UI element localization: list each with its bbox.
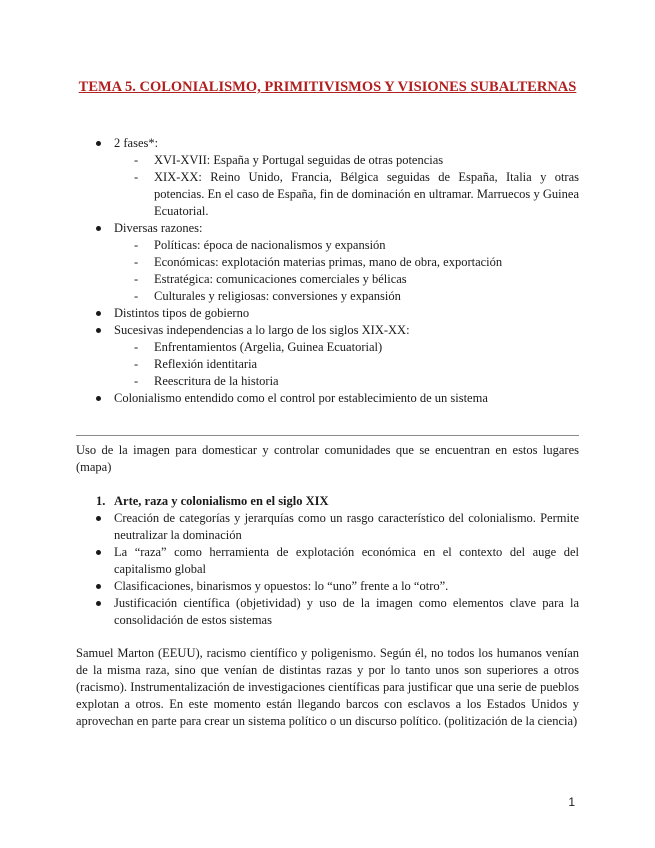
sub-item: [76, 373, 579, 390]
dash-marker: -: [134, 289, 139, 303]
sub-text: XVI-XVII: España y Portugal seguidas de otras potencias: [154, 153, 444, 167]
main-bullet-list: [76, 135, 579, 407]
bullet-dot: [96, 396, 101, 401]
bullet-dot: [96, 311, 101, 316]
sub-item: [76, 237, 579, 254]
dash-marker: -: [134, 170, 139, 184]
bullet-item: [76, 390, 579, 407]
sub-text: Políticas: época de nacionalismos y expansión: [154, 238, 386, 252]
bullet-item: [76, 135, 579, 152]
section-divider: [76, 435, 579, 436]
page-title: TEMA 5. COLONIALISMO, PRIMITIVISMOS Y VISIONES SUBALTERNAS: [78, 79, 577, 95]
bullet-text: Colonialismo entendido como el control por establecimiento de un sistema: [114, 391, 488, 405]
bullet-text: Sucesivas independencias a lo largo de los siglos XIX-XX:: [114, 323, 410, 337]
bullet-dot: [96, 550, 101, 555]
dash-marker: -: [134, 272, 139, 286]
bullet-item: [76, 322, 579, 339]
sub-item: [76, 169, 579, 220]
page-number: 1: [568, 795, 575, 809]
bullet-item: [76, 544, 579, 578]
section-1: [76, 493, 579, 629]
bullet-dot: [96, 516, 101, 521]
bullet-item: [76, 578, 579, 595]
bullet-item: [76, 220, 579, 237]
bullet-text: Justificación científica (objetividad) y uso de la imagen como elementos clave para la consolidación de estos sistemas: [114, 596, 579, 627]
bullet-dot: [96, 601, 101, 606]
section-heading-text: Arte, raza y colonialismo en el siglo XIX: [114, 494, 329, 508]
bullet-text: Clasificaciones, binarismos y opuestos: lo “uno” frente a lo “otro”.: [114, 579, 449, 593]
bullet-dot: [96, 141, 101, 146]
bullet-dot: [96, 328, 101, 333]
sub-text: Reflexión identitaria: [154, 357, 258, 371]
sub-text: Reescritura de la historia: [154, 374, 279, 388]
section-heading: [76, 493, 579, 510]
sub-item: [76, 288, 579, 305]
bullet-item: [76, 510, 579, 544]
dash-marker: -: [134, 340, 139, 354]
bullet-item: [76, 305, 579, 322]
intro-paragraph: Uso de la imagen para domesticar y controlar comunidades que se encuentran en estos lugares (mapa): [76, 443, 579, 474]
sub-item: [76, 271, 579, 288]
dash-marker: -: [134, 255, 139, 269]
bullet-text: Diversas razones:: [114, 221, 203, 235]
bullet-text: Creación de categorías y jerarquías como un rasgo característico del colonialismo. Permite neutralizar la dominación: [114, 511, 579, 542]
bullet-text: La “raza” como herramienta de explotación económica en el contexto del auge del capitalismo global: [114, 545, 579, 576]
bullet-text: 2 fases*:: [114, 136, 159, 150]
sub-item: [76, 254, 579, 271]
sub-text: Estratégica: comunicaciones comerciales y bélicas: [154, 272, 407, 286]
sub-text: Enfrentamientos (Argelia, Guinea Ecuatorial): [154, 340, 383, 354]
dash-marker: -: [134, 153, 139, 167]
sub-item: [76, 356, 579, 373]
sub-text: XIX-XX: Reino Unido, Francia, Bélgica seguidas de España, Italia y otras potencias. En el caso de España, fin de dominación en ultramar. Marruecos y Guinea Ecuatorial.: [154, 170, 579, 218]
dash-marker: -: [134, 374, 139, 388]
bullet-dot: [96, 226, 101, 231]
bullet-text: Distintos tipos de gobierno: [114, 306, 250, 320]
dash-marker: -: [134, 357, 139, 371]
bullet-dot: [96, 584, 101, 589]
section-number: 1.: [96, 494, 106, 508]
sub-item: [76, 152, 579, 169]
sub-item: [76, 339, 579, 356]
body-paragraph: Samuel Marton (EEUU), racismo científico y poligenismo. Según él, no todos los humanos venían de la misma raza, sino que venían de distintas razas y por lo tanto unos son superiores a otros (racismo). Instrumentalización de investigaciones científicas para justificar que una serie de pueblos explotan a otros. En este momento están llegando barcos con esclavos a los Estados Unidos y aprovechan en parte para crear un sistema político o un discurso político. (politización de la ciencia): [76, 646, 579, 728]
dash-marker: -: [134, 238, 139, 252]
sub-text: Culturales y religiosas: conversiones y expansión: [154, 289, 401, 303]
bullet-item: [76, 595, 579, 629]
sub-text: Económicas: explotación materias primas, mano de obra, exportación: [154, 255, 503, 269]
